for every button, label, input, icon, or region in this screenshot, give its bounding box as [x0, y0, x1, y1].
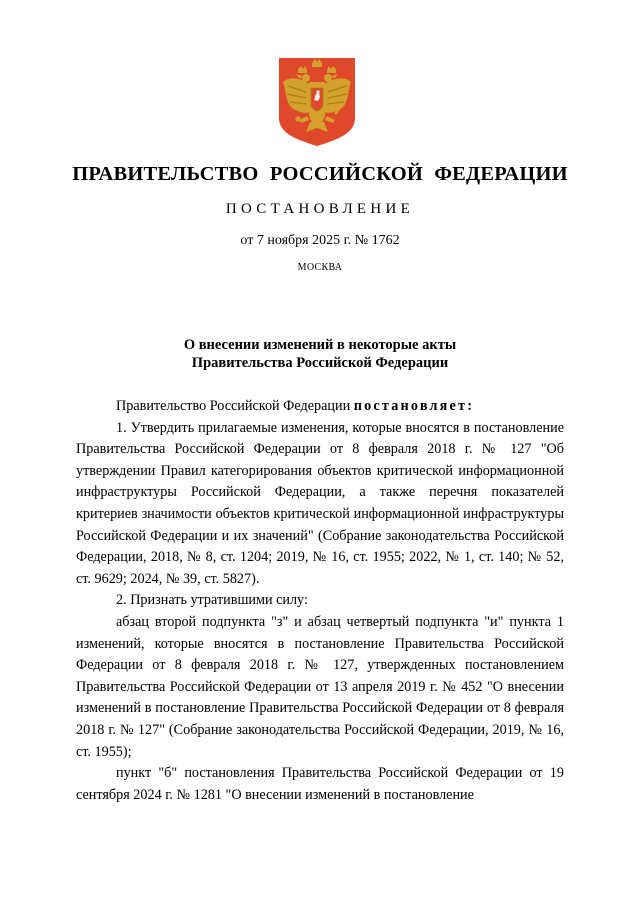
- document-type: ПОСТАНОВЛЕНИЕ: [225, 201, 415, 217]
- item-2-paragraph: 2. Признать утратившими силу:: [116, 592, 308, 609]
- item-2-subparagraph-2: пункт "б" постановления Правительства Российской Федерации от 19 сентября 2024 г. № 1281 "О внесении изменений в постановление: [76, 765, 564, 803]
- item-1-paragraph: 1. Утвердить прилагаемые изменения, которые вносятся в постановление Правительства Российской Федерации от 8 февраля 2018 г. № 127 "Об утверждении Правил категорирования объектов критической информационной инфраструктуры Российской Федерации, а также перечня показателей критериев значимости объектов критической информационной инфраструктуры Российской Федерации и их значений" (Собрание законодательства Российской Федерации, 2018, № 8, ст. 1204; 2019, № 16, ст. 1955; 2022, № 1, ст. 140; № 52, ст. 9629; 2024, № 39, ст. 5827).: [76, 419, 564, 587]
- document-date-number: от 7 ноября 2025 г. № 1762: [240, 233, 400, 248]
- intro-prefix: Правительство Российской Федерации: [116, 398, 351, 414]
- government-title: ПРАВИТЕЛЬСТВО РОССИЙСКОЙ ФЕДЕРАЦИИ: [72, 163, 568, 185]
- item-2-subparagraph-1: абзац второй подпункта "з" и абзац четвертый подпункта "и" пункта 1 изменений, которые вносятся в постановление Правительства Российской Федерации от 8 февраля 2018 г. № 127, утвержденных постановлением Правительства Российской Федерации от 13 апреля 2019 г. № 452 "О внесении изменений в постановление Правительства Российской Федерации от 8 февраля 2018 г. № 127" (Собрание законодательства Российской Федерации, 2019, № 16, ст. 1955);: [76, 613, 564, 760]
- document-body: [76, 396, 564, 806]
- document-heading: [0, 336, 640, 372]
- intro-verb: постановляет:: [353, 398, 475, 414]
- russian-coat-of-arms-icon: [276, 56, 358, 148]
- heading-line-1: О внесении изменений в некоторые акты: [183, 337, 457, 353]
- heading-line-2: Правительства Российской Федерации: [191, 355, 449, 371]
- document-city: МОСКВА: [297, 262, 343, 273]
- intro-paragraph: [76, 396, 564, 418]
